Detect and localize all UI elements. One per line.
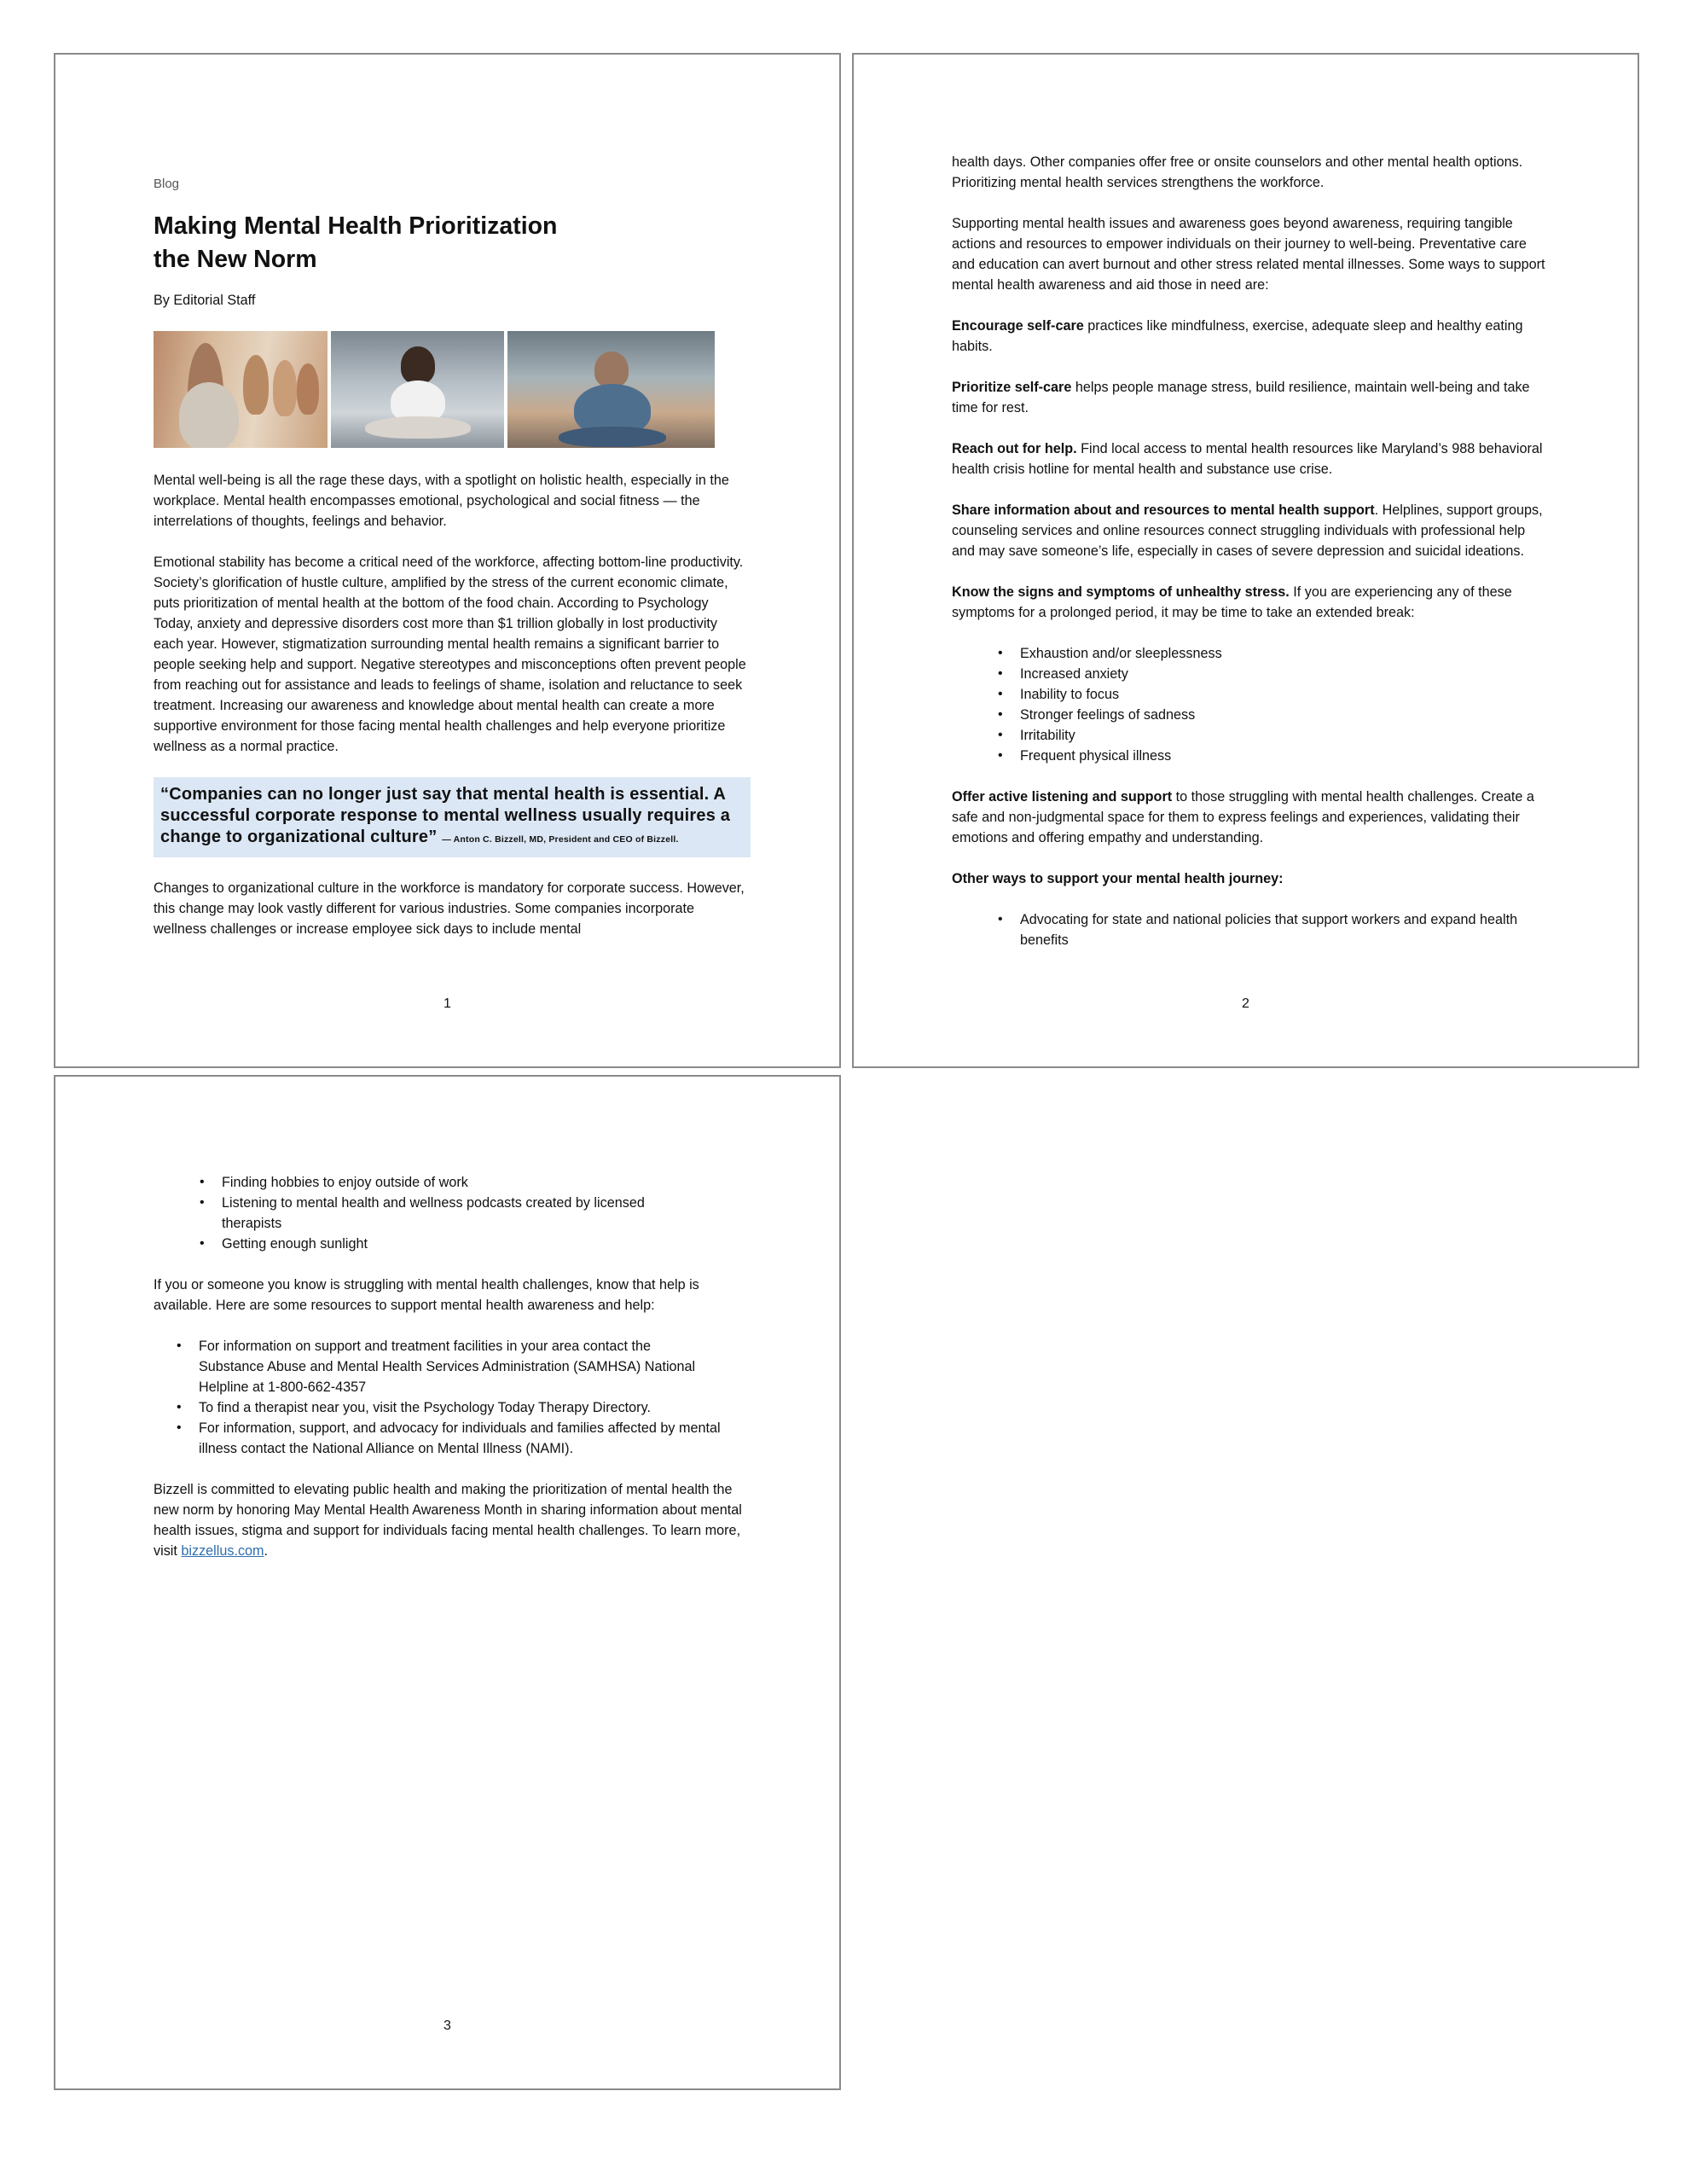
paragraph: Emotional stability has become a critical need of the workforce, affecting bottom-line productivity. Society’s glorification of hustle culture, amplified by the stress of the current economic climate, puts prioritization of mental health at the bottom of the food chain. According to Psychology Today, anxiety and depressive disorders cost more than $1 trillion globally in lost productivity each year. However, stigmatization surrounding mental health remains a significant barrier to people seeking help and support. Negative stereotypes and misconceptions often prevent people from reaching out for assistance and leads to feelings of shame, isolation and reluctance to seek treatment. Increasing our awareness and knowledge about mental health can create a more supportive environment for those facing mental health challenges and help everyone prioritize wellness as a normal practice.	[154, 555, 746, 754]
page-1-content	[154, 174, 751, 960]
resources-list	[154, 1336, 751, 1459]
bold-lead: Prioritize self-care	[952, 380, 1072, 395]
paragraph-text: practices like mindfulness, exercise, adequate sleep and healthy eating habits.	[952, 318, 1523, 354]
closing-paragraph	[154, 1479, 751, 1561]
paragraph: Supporting mental health issues and awareness goes beyond awareness, requiring tangible actions and resources to empower individuals on their journey to well-being. Preventative care and education can avert burnout and other stress related mental illnesses. Some ways to support mental health awareness and aid those in need are:	[952, 216, 1545, 293]
meditation-group-image	[154, 331, 328, 448]
paragraph	[952, 439, 1549, 479]
pull-quote	[154, 777, 751, 857]
paragraph: If you or someone you know is struggling with mental health challenges, know that help is available. Here are some resources to support mental health awareness and help:	[154, 1277, 699, 1313]
page-2	[852, 53, 1639, 1068]
page-2-content	[952, 152, 1549, 971]
other-ways-heading: Other ways to support your mental health journey:	[952, 871, 1284, 886]
page-1	[54, 53, 841, 1068]
list-item: • To find a therapist near you, visit the Psychology Today Therapy Directory.	[199, 1397, 751, 1418]
quote-attribution: — Anton C. Bizzell, MD, President and CEO of Bizzell.	[442, 834, 679, 845]
paragraph	[952, 582, 1549, 623]
list-item: • Finding hobbies to enjoy outside of work	[222, 1172, 751, 1193]
bold-lead: Reach out for help.	[952, 441, 1077, 456]
bold-lead: Encourage self-care	[952, 318, 1084, 334]
paragraph-text: . Helplines, support groups, counseling services and online resources connect struggling individuals with professional help and may save someone’s life, especially in cases of severe depression and suicidal ideations.	[952, 502, 1543, 559]
paragraph-text: Find local access to mental health resources like Maryland’s 988 behavioral health crisis hotline for mental health and substance use crise.	[952, 441, 1543, 477]
list-item: • Increased anxiety	[1020, 664, 1549, 684]
page-number: 2	[1242, 996, 1249, 1011]
bizzell-website-link[interactable]: bizzellus.com	[181, 1543, 264, 1559]
paragraph-text: .	[264, 1543, 269, 1559]
paragraph-text: Bizzell is committed to elevating public health and making the prioritization of mental health the new norm by honoring May Mental Health Awareness Month in sharing information about mental health issues, stigma and support for individuals facing mental health challenges. To learn more, visit	[154, 1482, 742, 1559]
page-number: 3	[443, 2018, 451, 2033]
page-3-content	[154, 1172, 751, 1582]
list-item: • Inability to focus	[1020, 684, 1549, 705]
bold-lead: Share information about and resources to mental health support	[952, 502, 1375, 518]
symptoms-list	[952, 643, 1549, 766]
paragraph	[952, 500, 1549, 561]
paragraph	[952, 787, 1549, 848]
office-meditation-woman-image	[331, 331, 504, 448]
paragraph-text: helps people manage stress, build resilience, maintain well-being and take time for rest.	[952, 380, 1530, 415]
list-item: • Frequent physical illness	[1020, 746, 1549, 766]
paragraph: Changes to organizational culture in the workforce is mandatory for corporate success. However, this change may look vastly different for various industries. Some companies incorporate wellness challenges or increase employee sick days to include mental	[154, 880, 745, 937]
paragraph: Mental well-being is all the rage these days, with a spotlight on holistic health, especially in the workplace. Mental health encompasses emotional, psychological and social fitness — the interrelations of thoughts, feelings and behavior.	[154, 473, 729, 529]
other-ways-list-continued	[154, 1172, 751, 1254]
quote-text: “Companies can no longer just say that mental health is essential. A successful corporate response to mental wellness usually requires a change to organizational culture”	[160, 785, 731, 846]
list-item: • Stronger feelings of sadness	[1020, 705, 1549, 725]
subheading	[952, 868, 1549, 889]
byline: By Editorial Staff	[154, 293, 256, 308]
bold-lead: Know the signs and symptoms of unhealthy stress.	[952, 584, 1290, 600]
page-3	[54, 1075, 841, 2090]
paragraph-text: If you are experiencing any of these symptoms for a prolonged period, it may be time to take an extended break:	[952, 584, 1512, 620]
list-item: • Listening to mental health and wellness podcasts created by licensed therapists	[222, 1193, 699, 1234]
paragraph: health days. Other companies offer free or onsite counselors and other mental health options. Prioritizing mental health services strengthens the workforce.	[952, 154, 1523, 190]
list-item: • Getting enough sunlight	[222, 1234, 751, 1254]
section-label: Blog	[154, 177, 180, 191]
office-meditation-man-image	[507, 331, 715, 448]
list-item: • For information on support and treatment facilities in your area contact the Substance Abuse and Mental Health Services Administration (SAMHSA) National Helpline at 1-800-662-4357	[199, 1336, 710, 1397]
bold-lead: Offer active listening and support	[952, 789, 1173, 804]
list-item: • Irritability	[1020, 725, 1549, 746]
header-images	[154, 331, 751, 448]
list-item: • Exhaustion and/or sleeplessness	[1020, 643, 1549, 664]
paragraph-text: to those struggling with mental health challenges. Create a safe and non-judgmental space for them to express feelings and experiences, validating their emotions and offering empathy and understanding.	[952, 789, 1534, 845]
page-number: 1	[443, 996, 451, 1011]
list-item: • Advocating for state and national policies that support workers and expand health benefits	[1020, 909, 1549, 950]
other-ways-list	[952, 909, 1549, 950]
paragraph	[952, 316, 1549, 357]
paragraph	[952, 377, 1549, 418]
list-item: • For information, support, and advocacy for individuals and families affected by mental illness contact the National Alliance on Mental Illness (NAMI).	[199, 1418, 745, 1459]
article-title: Making Mental Health Prioritization the New Norm	[154, 212, 558, 273]
